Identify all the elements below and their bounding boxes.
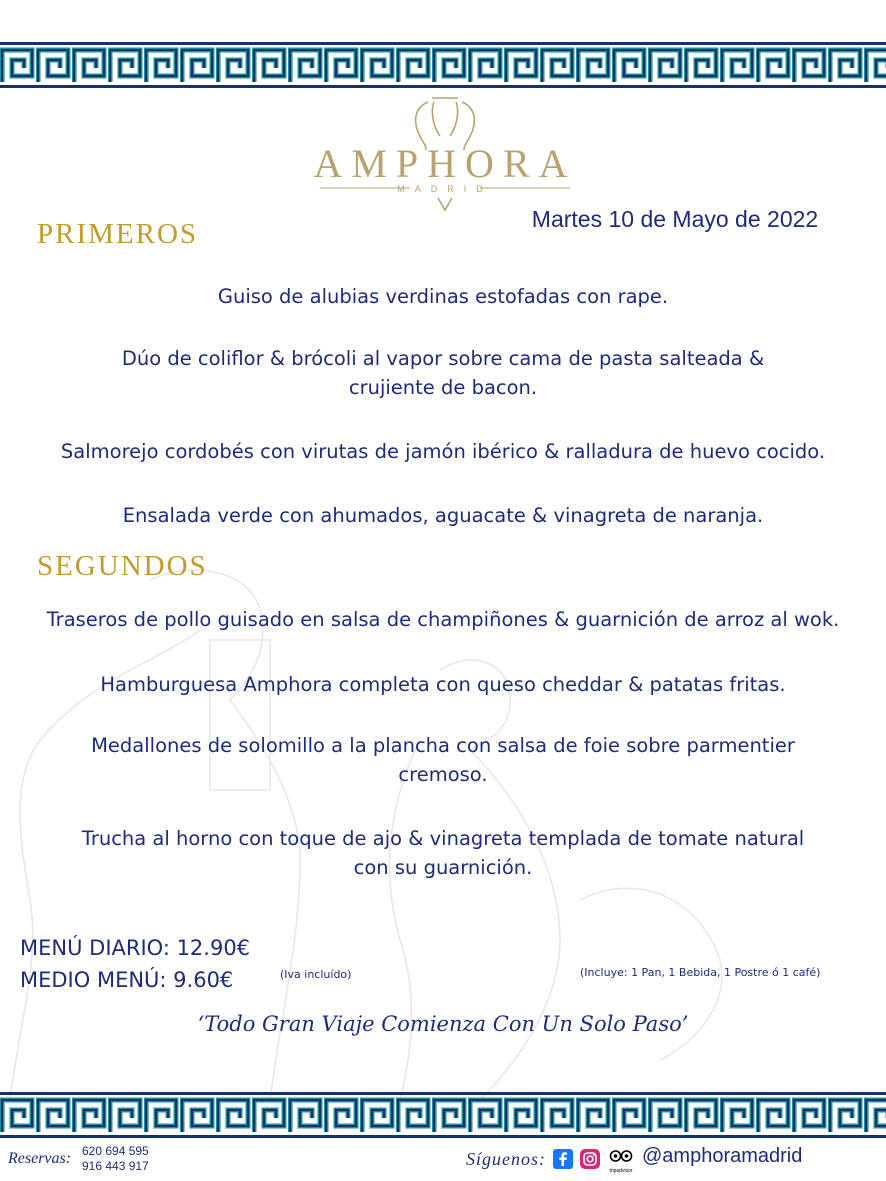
motto-quote: ‘Todo Gran Viaje Comienza Con Un Solo Paso’ (197, 1012, 689, 1036)
logo-wordmark: AMPHORA (313, 141, 577, 186)
bottom-greek-key-border (0, 1092, 886, 1138)
tripadvisor-wordmark: tripadvisor (609, 1168, 633, 1174)
greek-key-pattern-top (0, 42, 886, 88)
primeros-dish-2: Dúo de coliflor & brócoli al vapor sobre cama de pasta salteada & crujiente de bacon. (121, 347, 765, 399)
siguenos-label: Síguenos: (466, 1149, 546, 1169)
primeros-heading: PRIMEROS (37, 218, 199, 250)
instagram-icon[interactable] (580, 1149, 600, 1169)
tripadvisor-owl-icon (608, 1149, 634, 1163)
greek-key-pattern-bottom (0, 1092, 886, 1138)
facebook-icon[interactable] (553, 1149, 573, 1169)
social-handle[interactable]: @amphoramadrid (642, 1145, 803, 1167)
half-menu-price: MEDIO MENÚ: 9.60€ (20, 968, 234, 992)
amphora-logo (300, 92, 590, 222)
segundos-dish-4: Trucha al horno con toque de ajo & vinagreta templada de tomate natural con su guarnición. (81, 827, 805, 879)
daily-menu-price: MENÚ DIARIO: 12.90€ (20, 936, 251, 960)
phone-number-1[interactable]: 620 694 595 (82, 1144, 149, 1158)
logo-city: MADRID (397, 184, 493, 194)
iva-note: (Iva incluído) (280, 968, 352, 981)
primeros-dish-4: Ensalada verde con ahumados, aguacate & vinagreta de naranja. (122, 504, 764, 527)
menu-date: Martes 10 de Mayo de 2022 (531, 206, 819, 232)
top-greek-key-border (0, 42, 886, 88)
segundos-dish-3: Medallones de solomillo a la plancha con salsa de foie sobre parmentier cremoso. (91, 734, 795, 786)
segundos-dish-1: Traseros de pollo guisado en salsa de champiñones & guarnición de arroz al wok. (46, 608, 840, 631)
includes-note: (Incluye: 1 Pan, 1 Bebida, 1 Postre ó 1 café) (580, 966, 821, 979)
reservas-label: Reservas: (8, 1150, 72, 1167)
segundos-heading: SEGUNDOS (37, 550, 208, 582)
primeros-dish-3: Salmorejo cordobés con virutas de jamón ibérico & ralladura de huevo cocido. (60, 440, 826, 463)
primeros-dish-1: Guiso de alubias verdinas estofadas con rape. (217, 285, 669, 308)
tripadvisor-icon[interactable] (608, 1149, 634, 1174)
phone-number-2[interactable]: 916 443 917 (82, 1159, 149, 1173)
segundos-dish-2: Hamburguesa Amphora completa con queso cheddar & patatas fritas. (100, 673, 786, 696)
